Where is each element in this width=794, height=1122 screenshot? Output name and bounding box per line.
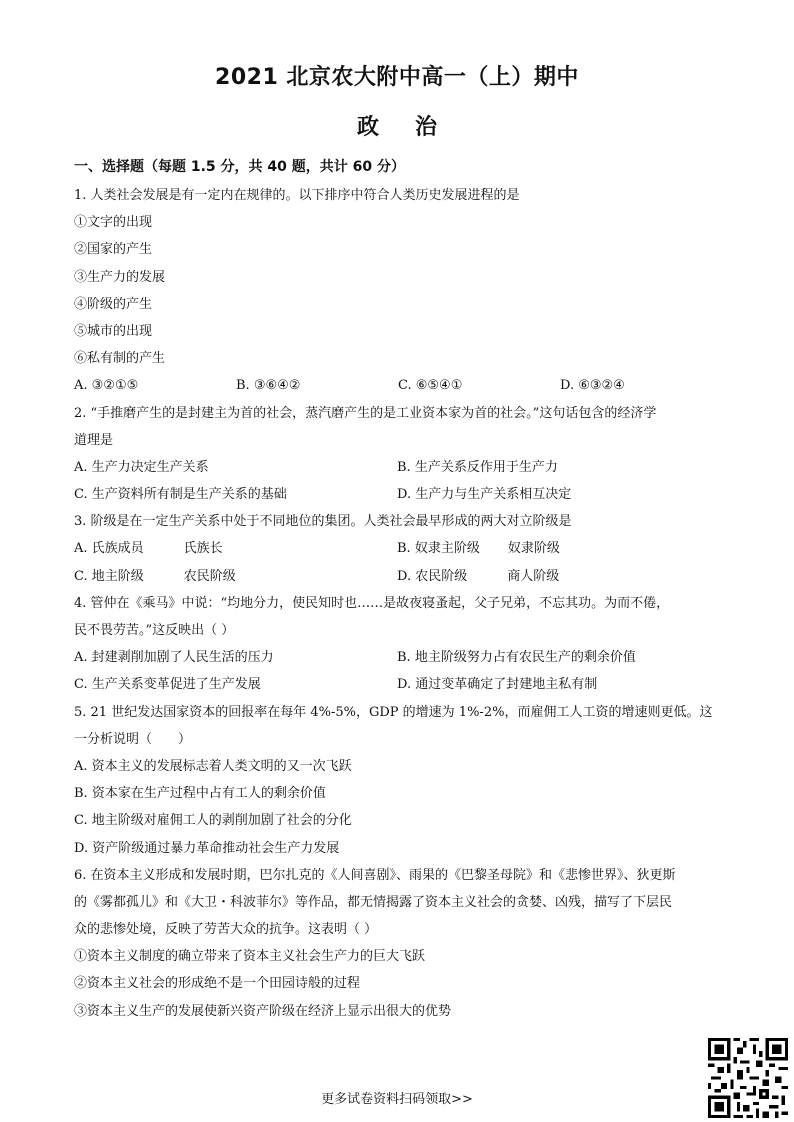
answer-options <box>74 535 724 562</box>
question-stem: 6. 在资本主义形成和发展时期，巴尔扎克的《人间喜剧》、雨果的《巴黎圣母院》和《悲惨世界》、狄更斯 <box>74 867 676 883</box>
option-d <box>397 563 720 590</box>
question-item: ③生产力的发展 <box>74 269 166 285</box>
option-a <box>74 535 397 562</box>
answer-options <box>74 671 724 698</box>
question-stem: 3. 阶级是在一定生产关系中处于不同地位的集团。人类社会最早形成的两大对立阶级是 <box>74 514 572 530</box>
question-stem-cont: 一分析说明（ ） <box>74 731 192 747</box>
answer-options <box>74 644 724 671</box>
question-item: ③资本主义生产的发展使新兴资产阶级在经济上显示出很大的优势 <box>74 1003 452 1019</box>
option-d: D. 生产力与生产关系相互决定 <box>397 487 572 503</box>
answer-options <box>74 454 724 481</box>
option-c: C. 地主阶级对雇佣工人的剥削加剧了社会的分化 <box>74 813 352 829</box>
subject-title: 政治 <box>356 115 473 140</box>
option-b: B. ③⑥④② <box>236 378 301 394</box>
question-item: ⑤城市的出现 <box>74 323 153 339</box>
option-b <box>397 535 720 562</box>
option-a-part2: 氏族长 <box>183 541 223 557</box>
question-item: ②国家的产生 <box>74 242 153 258</box>
option-c: C. 生产关系变革促进了生产发展 <box>74 677 261 693</box>
section-heading: 一、选择题（每题 1.5 分，共 40 题，共计 60 分） <box>74 159 406 175</box>
question-stem: 2. “手推磨产生的是封建主为首的社会，蒸汽磨产生的是工业资本家为首的社会。”这句话包含的经济学 <box>74 405 657 421</box>
option-d: D. 资产阶级通过暴力革命推动社会生产力发展 <box>74 840 340 856</box>
option-a: A. 生产力决定生产关系 <box>74 459 209 475</box>
questions-body <box>74 182 724 1025</box>
option-d-part1: D. 农民阶级 <box>397 568 468 584</box>
option-b-part1: B. 奴隶主阶级 <box>397 541 480 557</box>
question-item: ①资本主义制度的确立带来了资本主义社会生产力的巨大飞跃 <box>74 949 426 965</box>
question-stem-cont: 道理是 <box>74 432 114 448</box>
question-stem-cont: 众的悲惨处境，反映了劳苦大众的抗争。这表明（ ） <box>74 922 378 938</box>
question-stem: 5. 21 世纪发达国家资本的回报率在每年 4%-5%，GDP 的增速为 1%-2%，而雇佣工人工资的增速则更低。这 <box>74 704 713 720</box>
option-d-part2: 商人阶级 <box>507 568 560 584</box>
option-c <box>74 563 397 590</box>
answer-options <box>74 372 724 399</box>
option-a: A. 封建剥削加剧了人民生活的压力 <box>74 650 274 666</box>
answer-options <box>74 563 724 590</box>
option-a-part1: A. 氏族成员 <box>74 541 144 557</box>
option-c-part1: C. 地主阶级 <box>74 568 144 584</box>
question-item: ④阶级的产生 <box>74 296 153 312</box>
option-c: C. ⑥⑤④① <box>398 378 463 394</box>
footer-scan-link[interactable]: 更多试卷资料扫码领取>> <box>321 1092 473 1107</box>
option-b: B. 地主阶级努力占有农民生产的剩余价值 <box>397 650 636 666</box>
qr-code-icon[interactable] <box>708 1038 788 1118</box>
option-b: B. 资本家在生产过程中占有工人的剩余价值 <box>74 786 326 802</box>
question-stem: 4. 管仲在《乘马》中说：“均地分力，使民知时也……是故夜寝蚤起，父子兄弟，不忘其功。为而不倦， <box>74 595 670 611</box>
option-d: D. 通过变革确定了封建地主私有制 <box>397 677 598 693</box>
option-b-part2: 奴隶阶级 <box>507 541 560 557</box>
option-c-part2: 农民阶级 <box>183 568 236 584</box>
option-d: D. ⑥③②④ <box>560 378 625 394</box>
question-item: ⑥私有制的产生 <box>74 351 166 367</box>
option-c: C. 生产资料所有制是生产关系的基础 <box>74 487 287 503</box>
answer-options <box>74 481 724 508</box>
question-item: ②资本主义社会的形成绝不是一个田园诗般的过程 <box>74 976 361 992</box>
option-b: B. 生产关系反作用于生产力 <box>397 459 558 475</box>
question-stem: 1. 人类社会发展是有一定内在规律的。以下排序中符合人类历史发展进程的是 <box>74 188 520 203</box>
option-a: A. ③②①⑤ <box>74 378 139 394</box>
question-stem-cont: 的《雾都孤儿》和《大卫・科波菲尔》等作品，都无情揭露了资本主义社会的贪婪、凶残，描写了下层民 <box>74 894 673 910</box>
question-item: ①文字的出现 <box>74 215 153 231</box>
question-stem-cont: 民不畏劳苦。”这反映出（ ） <box>74 623 235 638</box>
option-a: A. 资本主义的发展标志着人类文明的又一次飞跃 <box>74 758 352 774</box>
exam-title: 2021 北京农大附中高一（上）期中 <box>215 65 579 90</box>
